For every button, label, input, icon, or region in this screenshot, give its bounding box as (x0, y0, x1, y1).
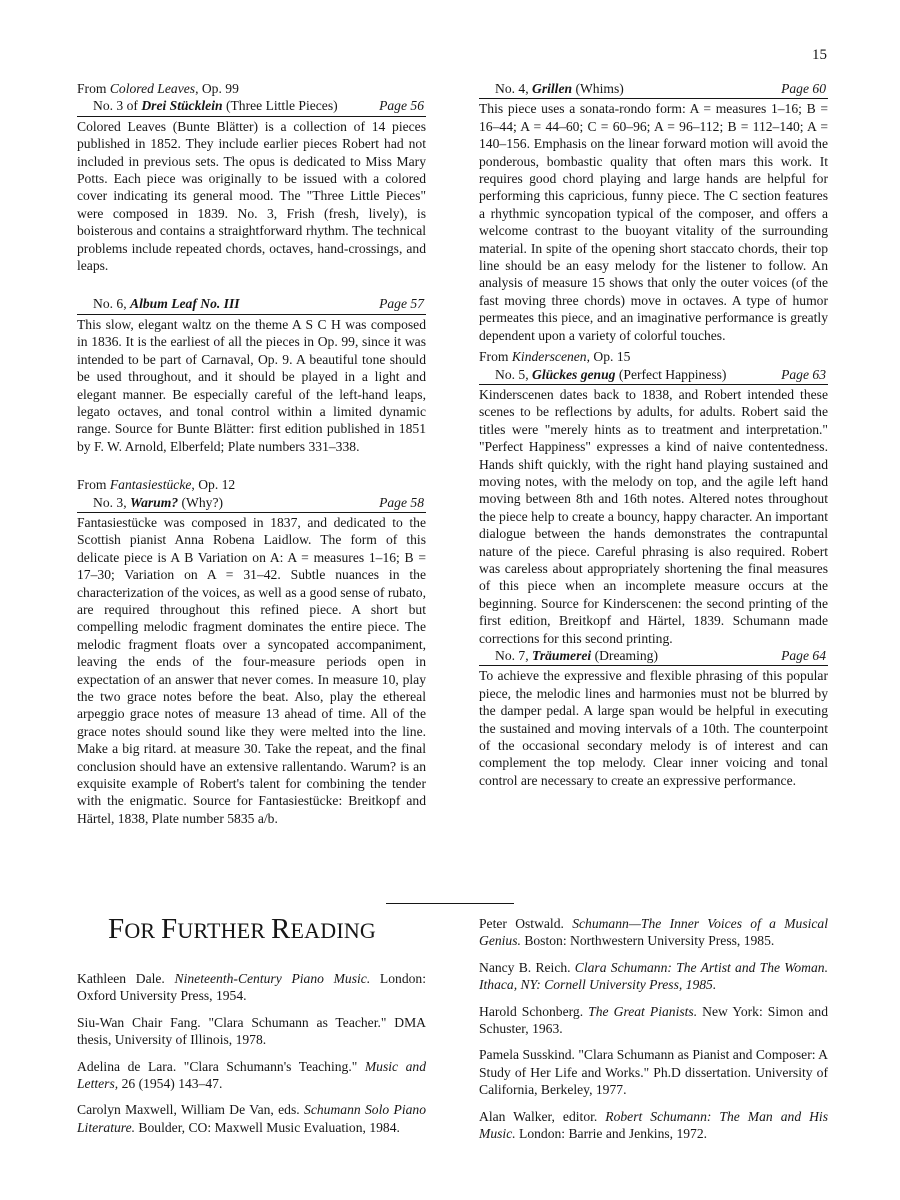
piece-description: Colored Leaves (Bunte Blätter) is a collection of 14 pieces published in 1852. They include earlier pieces Robert had not included in previous sets. The opus is dedicated to Miss Mary Potts. Each piece was originally to be issued with a colored cover indicating its general mood. The "Three Little Pieces" were composed in 1839. No. 3, Frish (fresh, lively), is boisterous and contains a straightforward rhythm. The technical problems include repeated chords, octaves, hand-crossings, and leaps. (77, 118, 426, 274)
page-reference: Page 56 (379, 98, 424, 114)
section-divider (386, 903, 514, 904)
page-reference: Page 63 (781, 366, 826, 382)
piece-heading: No. 4, Grillen (Whims) Page 60 (479, 80, 828, 99)
left-column (77, 80, 426, 827)
piece-description: To achieve the expressive and flexible phrasing of this popular piece, the melodic lines and harmonies must not be blurred by the damper pedal. A large span would be helpful in executing the sustained and moving intervals of a 10th. The counterpoint of the occasional secondary melody is of interest and can complement the top melody. Clear inner voicing and tonal control are necessary to create an expressive performance. (479, 668, 828, 788)
reference-entry: Adelina de Lara. "Clara Schumann's Teaching." Music and Letters, 26 (1954) 143–47. (77, 1058, 426, 1092)
piece-heading: No. 7, Träumerei (Dreaming) Page 64 (479, 647, 828, 666)
section-source-line: From Colored Leaves, Op. 99 (77, 81, 239, 96)
piece-title: Träumerei (532, 648, 592, 663)
references-left (77, 970, 426, 1145)
piece-title: Drei Stücklein (141, 98, 223, 114)
reference-entry: Nancy B. Reich. Clara Schumann: The Artist and The Woman. Ithaca, NY: Cornell University Press, 1985. (479, 959, 828, 993)
reference-entry: Kathleen Dale. Nineteenth-Century Piano Music. London: Oxford University Press, 1954. (77, 971, 426, 1004)
piece-description: Fantasiestücke was composed in 1837, and dedicated to the Scottish pianist Anna Robena Laidlow. The form of this delicate piece is A B Variation on A: A = measures 1–16; B = 17–30; Variation on A = 31–42. Subtle nuances in the characterization of the voices, as well as a good sense of rubato, are required throughout this refined piece. A short but compelling melodic fragment dominates the entire piece. The melodic fragment floats over a syncopated accompaniment, leaving the ends of the four-measure periods open in expectation of an answer that never comes. In measure 10, play the two grace notes before the beat. Also, play the ethereal arpeggio grace notes of measure 13 ahead of time. All of the grace notes should sound like they were melted into the line. Make a big ritard. at measure 30. Take the repeat, and the final conclusion should have an extensive rallentando. Warum? is an exquisite example of Robert's talent for combining the tender with the enigmatic. Source for Fantasiestücke: Breitkopf and Härtel, 1838, Plate number 5835 a/b. (77, 514, 426, 826)
page-number: 15 (812, 47, 827, 63)
page-reference: Page 58 (379, 494, 424, 510)
piece-heading: No. 6, Album Leaf No. III Page 57 (77, 295, 426, 314)
reference-entry: Harold Schonberg. The Great Pianists. New York: Simon and Schuster, 1963. (479, 1003, 828, 1037)
piece-title: Album Leaf No. III (130, 296, 240, 312)
further-reading-heading: FOR FURTHER READING (108, 913, 377, 945)
piece-title: Grillen (532, 81, 573, 96)
reference-entry: Carolyn Maxwell, William De Van, eds. Schumann Solo Piano Literature. Boulder, CO: Maxwell Music Evaluation, 1984. (77, 1102, 426, 1135)
page-reference: Page 60 (781, 81, 826, 96)
reference-entry: Alan Walker, editor. Robert Schumann: The Man and His Music. London: Barrie and Jenkins, 1972. (479, 1108, 828, 1142)
piece-description: This piece uses a sonata-rondo form: A = measures 1–16; B = 16–44; A = 44–60; C = 60–96; A = 96–112; B = 112–140; A = 140–156. Emphasis on the linear forward motion will avoid the ponderous, bombastic quality that often mars this work. It requires good chord playing and large hands are helpful for performing this capricious, funny piece. The C section features a rhythmic syncopation typical of the composer, and offers a welcome contrast to the buoyant vitality of the surrounding material. In spite of the opening short staccato chords, their top line should be an easy melody for the listener to follow. An analysis of measure 15 shows that only the outer voices (of the fast moving three chords) move in octaves. A type of humor permeates this piece, and an imaginative performance is greatly dependent upon a variety of colorful touches. (479, 101, 828, 343)
piece-description: Kinderscenen dates back to 1838, and Robert intended these scenes to be reflections by adults, for adults. Robert said the titles were "merely hints as to treatment and interpretation." "Perfect Happiness" expresses a kind of naive contentedness. Hands shift quickly, with the right hand playing sustained and moving notes, with the melody on top, and the agile left hand moving between 8th and 16th notes. Altered notes throughout the piece help to create a bouncy, happy character. An important dialogue between the hands demonstrates the contrapuntal nature of the piece. Careful phrasing is also required. Robert was careless about appropriately shortening the final measures of this piece when an incomplete measure occurs at the beginning. Source for Kinderscenen: the second printing of the first edition, Breitkopf and Härtel, 1839. Schumann made corrections for this second printing. (479, 386, 828, 646)
reference-entry: Siu-Wan Chair Fang. "Clara Schumann as Teacher." DMA thesis, University of Illinois, 1978. (77, 1014, 426, 1048)
piece-description: This slow, elegant waltz on the theme A S C H was composed in 1836. It is the earliest of all the pieces in Op. 99, since it was intended to be part of Carnaval, Op. 9. A beautiful tone should be used throughout, and it should be played in a light and elegant manner. Be especially careful of the left-hand leaps, legato octaves, and tonal control within a limited dynamic range. Source for Bunte Blätter: first edition published in 1851 by F. W. Arnold, Elberfeld; Plate numbers 331–338. (77, 316, 426, 454)
section-source-line: From Fantasiestücke, Op. 12 (77, 477, 236, 493)
piece-heading: No. 5, Glückes genug (Perfect Happiness) Page 63 (479, 366, 828, 385)
references-right (479, 915, 828, 1151)
reference-entry: Pamela Susskind. "Clara Schumann as Pianist and Composer: A Study of Her Life and Works." Ph.D dissertation. University of California, Berkeley, 1977. (479, 1047, 828, 1098)
section-source-line: From Kinderscenen, Op. 15 (479, 349, 631, 365)
right-column (479, 80, 828, 789)
piece-heading: No. 3 of Drei Stücklein (Three Little Pieces) Page 56 (77, 97, 426, 116)
piece-heading: No. 3, Warum? (Why?) Page 58 (77, 494, 426, 513)
page-reference: Page 57 (379, 296, 424, 312)
piece-title: Glückes genug (532, 366, 616, 382)
piece-title: Warum? (130, 494, 179, 510)
page-reference: Page 64 (781, 648, 826, 663)
reference-entry: Peter Ostwald. Schumann—The Inner Voices of a Musical Genius. Boston: Northwestern University Press, 1985. (479, 916, 828, 949)
